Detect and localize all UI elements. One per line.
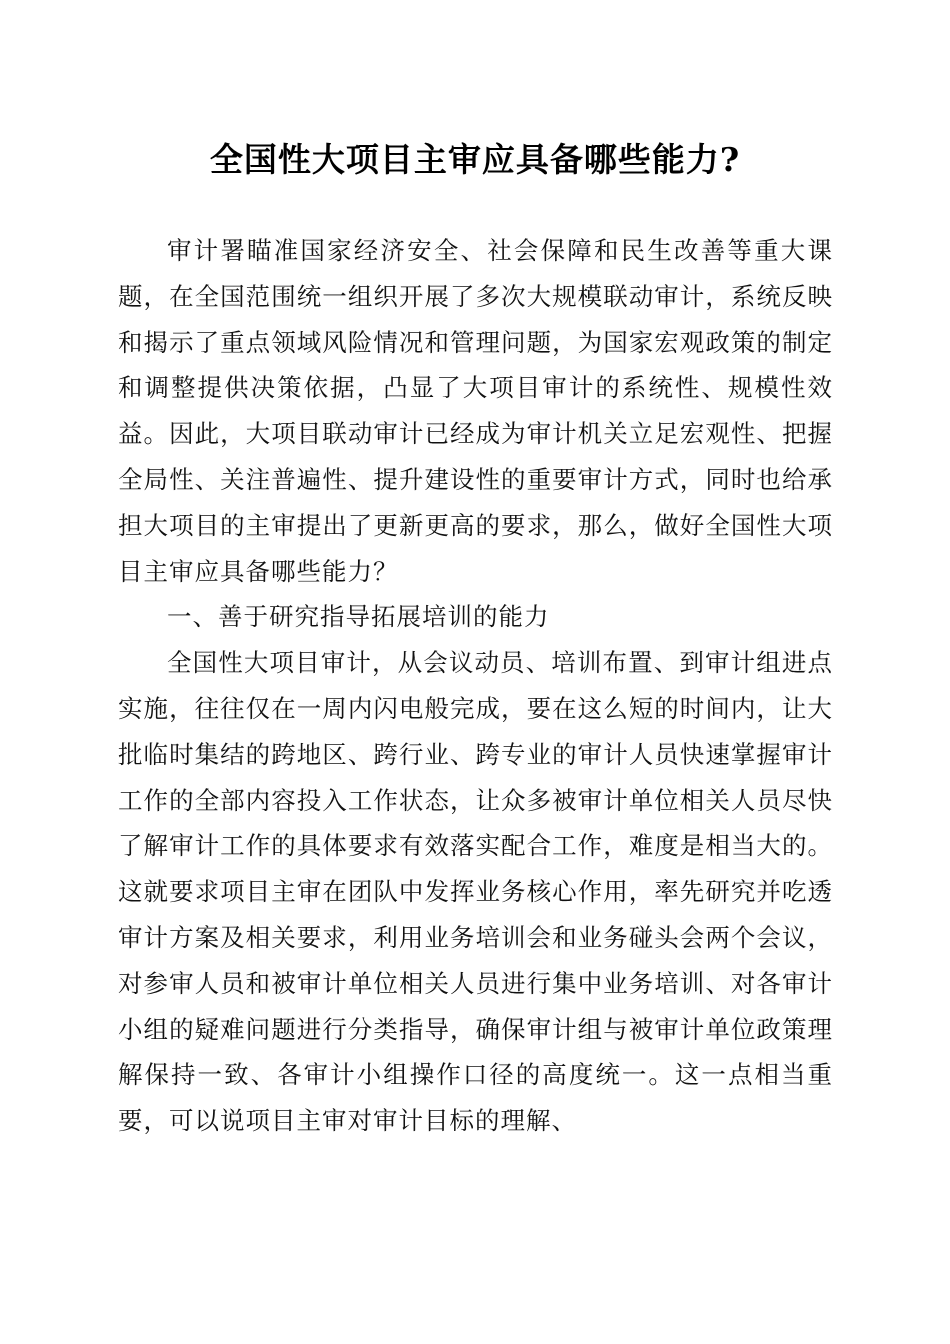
document-body: [118, 228, 833, 1144]
intro-paragraph: 审计署瞄准国家经济安全、社会保障和民生改善等重大课题，在全国范围统一组织开展了多次大规模联动审计，系统反映和揭示了重点领域风险情况和管理问题，为国家宏观政策的制定和调整提供决策依据，凸显了大项目审计的系统性、规模性效益。因此，大项目联动审计已经成为审计机关立足宏观性、把握全局性、关注普遍性、提升建设性的重要审计方式，同时也给承担大项目的主审提出了更新更高的要求，那么，做好全国性大项目主审应具备哪些能力？: [118, 236, 833, 586]
section-heading: 一、善于研究指导拓展培训的能力: [167, 602, 550, 632]
section-paragraph: 全国性大项目审计，从会议动员、培训布置、到审计组进点实施，往往仅在一周内闪电般完成，要在这么短的时间内，让大批临时集结的跨地区、跨行业、跨专业的审计人员快速掌握审计工作的全部内容投入工作状态，让众多被审计单位相关人员尽快了解审计工作的具体要求有效落实配合工作，难度是相当大的。这就要求项目主审在团队中发挥业务核心作用，率先研究并吃透审计方案及相关要求，利用业务培训会和业务碰头会两个会议，对参审人员和被审计单位相关人员进行集中业务培训、对各审计小组的疑难问题进行分类指导，确保审计组与被审计单位政策理解保持一致、各审计小组操作口径的高度统一。这一点相当重要，可以说项目主审对审计目标的理解、: [118, 648, 833, 1136]
document-title: 全国性大项目主审应具备哪些能力?: [209, 140, 741, 179]
